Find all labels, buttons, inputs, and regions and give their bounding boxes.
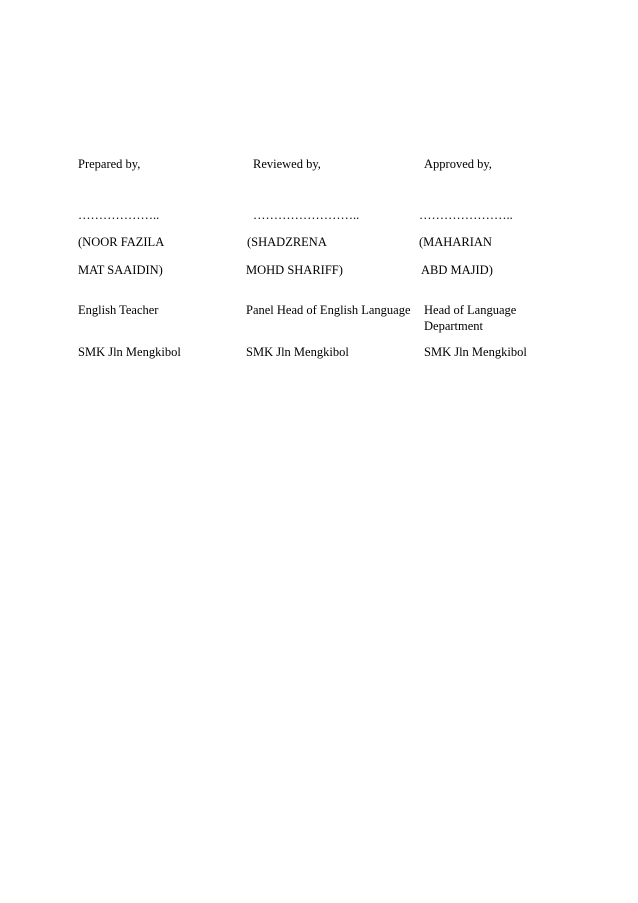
prepared-by-label: Prepared by,	[78, 157, 141, 171]
prepared-by-position: English Teacher	[78, 303, 159, 317]
approved-by-name-line1: (MAHARIAN	[419, 235, 492, 249]
reviewed-by-name-line2: MOHD SHARIFF)	[246, 263, 343, 277]
approved-by-name-line2: ABD MAJID)	[421, 263, 493, 277]
approved-by-signature-line: …………………..	[419, 208, 513, 222]
reviewed-by-label: Reviewed by,	[253, 157, 321, 171]
reviewed-by-position: Panel Head of English Language	[246, 303, 411, 317]
reviewed-by-name-line1: (SHADZRENA	[247, 235, 327, 249]
prepared-by-signature-line: ………………..	[78, 208, 160, 222]
approved-by-position: Head of Language Department	[424, 303, 517, 333]
approved-by-label: Approved by,	[424, 157, 492, 171]
prepared-by-school: SMK Jln Mengkibol	[78, 345, 181, 359]
reviewed-by-school: SMK Jln Mengkibol	[246, 345, 349, 359]
reviewed-by-signature-line: ……………………..	[253, 208, 360, 222]
approved-by-school: SMK Jln Mengkibol	[424, 345, 527, 359]
prepared-by-name-line2: MAT SAAIDIN)	[78, 263, 163, 277]
prepared-by-name-line1: (NOOR FAZILA	[78, 235, 165, 249]
